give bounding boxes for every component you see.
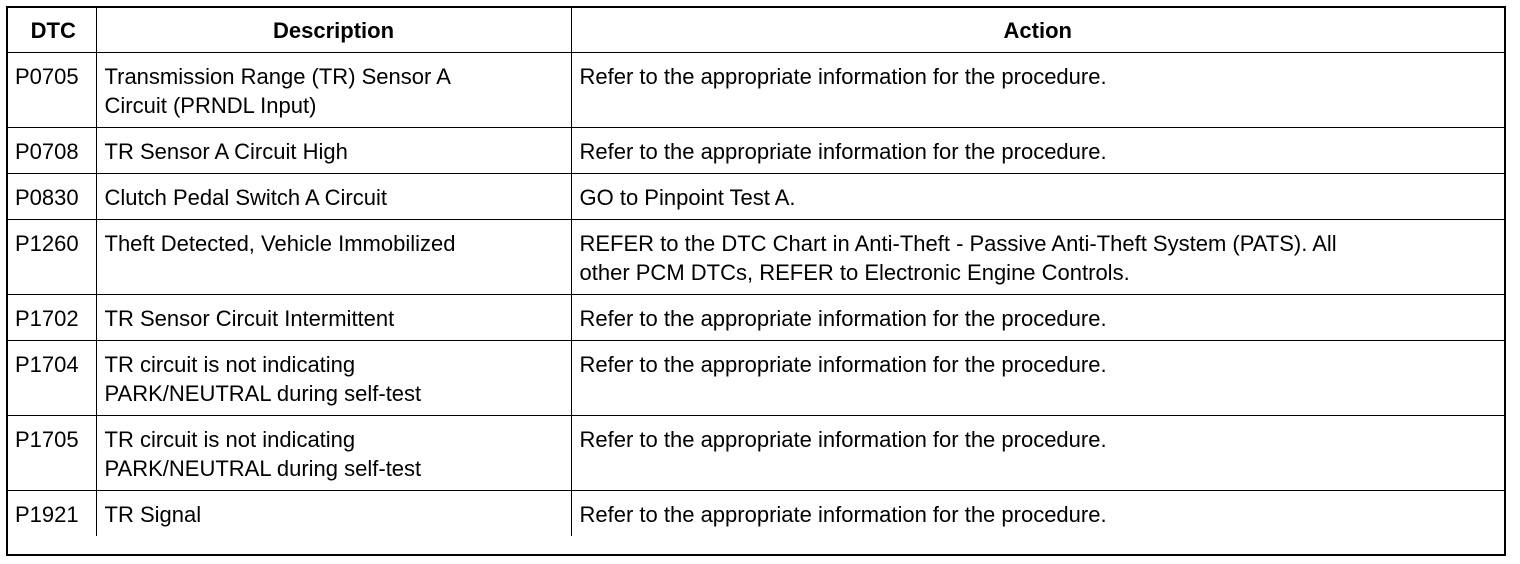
table-row (8, 341, 1504, 416)
dtc-description: Theft Detected, Vehicle Immobilized (96, 220, 571, 295)
dtc-action: Refer to the appropriate information for the procedure. (571, 491, 1504, 537)
dtc-action: REFER to the DTC Chart in Anti-Theft - Passive Anti-Theft System (PATS). All other PCM DTCs, REFER to Electronic Engine Controls. (571, 220, 1504, 295)
table-row (8, 220, 1504, 295)
dtc-action: Refer to the appropriate information for the procedure. (571, 416, 1504, 491)
dtc-description: Clutch Pedal Switch A Circuit (96, 174, 571, 220)
dtc-code: P1704 (8, 341, 96, 416)
dtc-code: P1921 (8, 491, 96, 537)
table-row (8, 53, 1504, 128)
dtc-description: Transmission Range (TR) Sensor A Circuit (PRNDL Input) (96, 53, 571, 128)
dtc-code: P0708 (8, 128, 96, 174)
dtc-description: TR circuit is not indicating PARK/NEUTRAL during self-test (96, 416, 571, 491)
table-row (8, 295, 1504, 341)
dtc-action: Refer to the appropriate information for the procedure. (571, 128, 1504, 174)
dtc-code: P1260 (8, 220, 96, 295)
dtc-code: P1705 (8, 416, 96, 491)
table-row (8, 491, 1504, 537)
dtc-code: P0705 (8, 53, 96, 128)
dtc-description: TR Signal (96, 491, 571, 537)
header-action: Action (571, 8, 1504, 53)
table-header-row (8, 8, 1504, 53)
dtc-code: P0830 (8, 174, 96, 220)
dtc-action: GO to Pinpoint Test A. (571, 174, 1504, 220)
table-row (8, 128, 1504, 174)
dtc-description: TR circuit is not indicating PARK/NEUTRAL during self-test (96, 341, 571, 416)
header-dtc: DTC (8, 8, 96, 53)
table-row (8, 416, 1504, 491)
table-row (8, 174, 1504, 220)
dtc-action: Refer to the appropriate information for the procedure. (571, 295, 1504, 341)
dtc-action: Refer to the appropriate information for the procedure. (571, 341, 1504, 416)
dtc-table (8, 8, 1504, 536)
dtc-description: TR Sensor Circuit Intermittent (96, 295, 571, 341)
dtc-code: P1702 (8, 295, 96, 341)
dtc-action: Refer to the appropriate information for the procedure. (571, 53, 1504, 128)
dtc-description: TR Sensor A Circuit High (96, 128, 571, 174)
header-description: Description (96, 8, 571, 53)
